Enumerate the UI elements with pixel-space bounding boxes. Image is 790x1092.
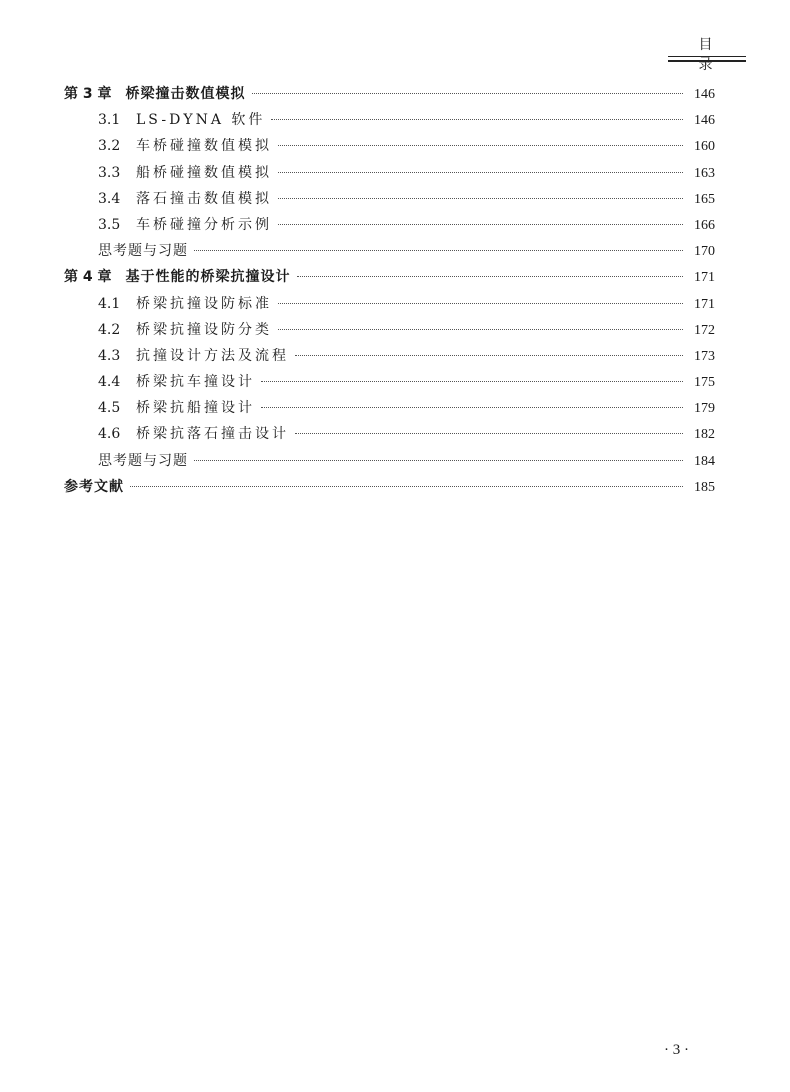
dot-leader — [297, 276, 684, 277]
toc-entry-page: 171 — [694, 296, 715, 312]
dot-leader — [278, 172, 683, 173]
toc-entry-page: 146 — [694, 113, 715, 129]
toc-entry-title: 车桥碰撞分析示例 — [136, 216, 272, 233]
toc-entry[interactable] — [64, 317, 715, 343]
toc-entry-page: 182 — [694, 427, 715, 443]
section-number: 4.1 — [98, 295, 121, 312]
section-number: 3.3 — [98, 164, 121, 181]
toc-entry-title: 桥梁抗落石撞击设计 — [136, 426, 289, 443]
toc-entry-title: 思考题与习题 — [98, 452, 188, 469]
table-of-contents — [64, 81, 715, 500]
toc-entry-title: 桥梁抗撞设防标准 — [136, 295, 272, 312]
toc-entry-title: 思考题与习题 — [98, 243, 188, 260]
toc-entry-page: 170 — [694, 244, 715, 260]
toc-entry[interactable] — [64, 291, 715, 317]
toc-entry-page: 184 — [694, 453, 715, 469]
dot-leader — [130, 486, 683, 487]
dot-leader — [261, 381, 683, 382]
toc-entry-page: 160 — [694, 139, 715, 155]
chapter-number: 第 3 章 — [64, 86, 112, 102]
section-number: 4.6 — [98, 426, 121, 443]
toc-entry-page: 165 — [694, 191, 715, 207]
section-number: 3.2 — [98, 138, 121, 155]
section-number: 4.2 — [98, 321, 121, 338]
toc-entry-page: 172 — [694, 322, 715, 338]
toc-entry[interactable] — [64, 238, 715, 264]
toc-entry-title: 基于性能的桥梁抗撞设计 — [125, 269, 291, 286]
section-number: 3.1 — [98, 112, 121, 129]
dot-leader — [252, 93, 684, 94]
toc-entry-title: LS-DYNA 软件 — [136, 112, 266, 129]
toc-entry[interactable] — [64, 421, 715, 447]
toc-entry-title: 桥梁抗船撞设计 — [136, 400, 255, 417]
toc-entry-title: 抗撞设计方法及流程 — [136, 347, 289, 364]
toc-entry-title: 桥梁撞击数值模拟 — [125, 86, 246, 102]
section-number: 4.4 — [98, 374, 121, 391]
toc-entry-title: 桥梁抗车撞设计 — [136, 374, 255, 391]
toc-entry[interactable] — [64, 395, 715, 421]
toc-entry-page: 179 — [694, 401, 715, 417]
section-number: 4.5 — [98, 400, 121, 417]
toc-entry-page: 175 — [694, 375, 715, 391]
toc-entry[interactable] — [64, 343, 715, 369]
header-rule-thin — [668, 56, 746, 57]
section-number: 3.4 — [98, 190, 121, 207]
toc-entry-page: 146 — [694, 87, 715, 102]
page-number: · 3 · — [664, 1042, 689, 1058]
toc-entry[interactable] — [64, 474, 715, 500]
toc-entry[interactable] — [64, 264, 715, 290]
dot-leader — [261, 407, 683, 408]
dot-leader — [278, 303, 683, 304]
toc-entry[interactable] — [64, 107, 715, 133]
toc-entry-page: 166 — [694, 217, 715, 233]
toc-entry-title: 桥梁抗撞设防分类 — [136, 321, 272, 338]
toc-entry-title: 车桥碰撞数值模拟 — [136, 138, 272, 155]
toc-entry-title: 落石撞击数值模拟 — [136, 190, 272, 207]
toc-entry[interactable] — [64, 448, 715, 474]
toc-entry-page: 173 — [694, 348, 715, 364]
toc-entry[interactable] — [64, 133, 715, 159]
toc-entry[interactable] — [64, 186, 715, 212]
toc-entry-page: 185 — [694, 479, 715, 495]
dot-leader — [295, 355, 683, 356]
dot-leader — [194, 250, 683, 251]
toc-entry[interactable] — [64, 160, 715, 186]
chapter-number: 第 4 章 — [64, 269, 112, 286]
dot-leader — [278, 329, 683, 330]
dot-leader — [278, 198, 683, 199]
header-rule-thick — [668, 60, 746, 62]
toc-entry[interactable] — [64, 212, 715, 238]
section-number: 3.5 — [98, 216, 121, 233]
dot-leader — [271, 119, 683, 120]
dot-leader — [194, 460, 683, 461]
toc-entry-title: 参考文献 — [64, 478, 124, 495]
dot-leader — [278, 145, 683, 146]
dot-leader — [278, 224, 683, 225]
toc-entry[interactable] — [64, 81, 715, 107]
section-number: 4.3 — [98, 347, 121, 364]
dot-leader — [295, 433, 683, 434]
toc-entry-page: 163 — [694, 165, 715, 181]
toc-entry-page: 171 — [694, 270, 715, 286]
running-header: 目 录 — [698, 37, 725, 73]
toc-entry-title: 船桥碰撞数值模拟 — [136, 164, 272, 181]
toc-entry[interactable] — [64, 369, 715, 395]
